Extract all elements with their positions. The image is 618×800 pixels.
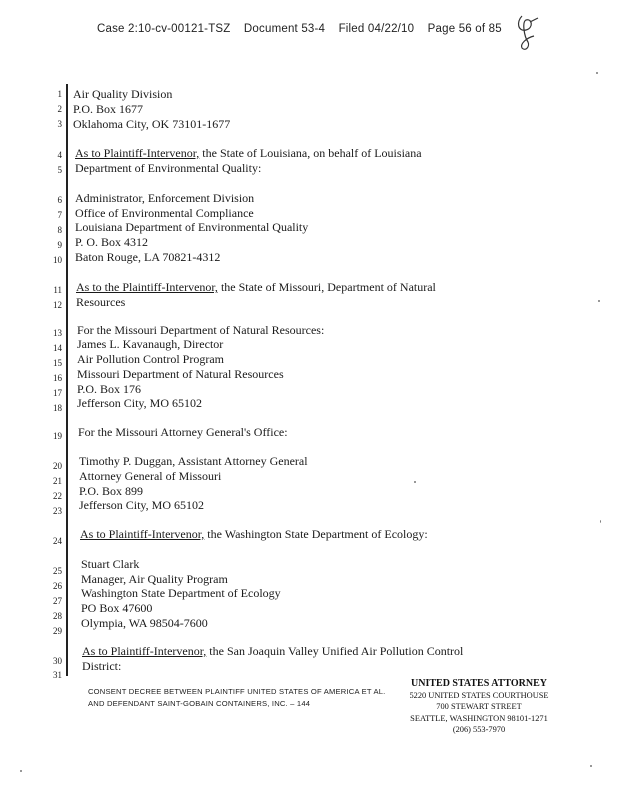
body-line: James L. Kavanaugh, Director xyxy=(77,337,224,351)
body-line: PO Box 47600 xyxy=(81,601,153,615)
left-margin-rule xyxy=(66,84,68,676)
body-line: Baton Rouge, LA 70821-4312 xyxy=(75,250,221,264)
body-line: Manager, Air Quality Program xyxy=(81,572,228,586)
body-line: Administrator, Enforcement Division xyxy=(75,191,255,205)
body-line: Air Pollution Control Program xyxy=(77,352,224,366)
body-line: P.O. Box 1677 xyxy=(73,102,144,116)
initials-signature-icon xyxy=(512,10,544,54)
line-number: 5 xyxy=(57,165,62,175)
line-number: 29 xyxy=(53,626,62,636)
line-number: 15 xyxy=(53,358,62,368)
scan-speck xyxy=(590,765,592,767)
office-address-3: SEATTLE, WASHINGTON 98101-1271 xyxy=(410,713,548,723)
line-number: 24 xyxy=(53,536,62,546)
body-line-text: the San Joaquin Valley Unified Air Pollution Control xyxy=(206,644,464,658)
caption-line-2: AND DEFENDANT SAINT-GOBAIN CONTAINERS, INC. – 144 xyxy=(88,699,311,708)
line-number: 18 xyxy=(53,403,62,413)
line-number: 25 xyxy=(53,566,62,576)
body-line: Stuart Clark xyxy=(81,557,140,571)
scan-speck xyxy=(600,520,601,523)
body-line: For the Missouri Department of Natural Resources: xyxy=(77,323,325,337)
body-line: Washington State Department of Ecology xyxy=(81,586,281,600)
body-line: Attorney General of Missouri xyxy=(79,469,222,483)
line-number: 31 xyxy=(53,670,62,680)
line-number: 12 xyxy=(53,300,62,310)
line-number: 7 xyxy=(57,210,62,220)
intervenor-heading: As to the Plaintiff-Intervenor, xyxy=(76,280,218,294)
body-line xyxy=(80,527,428,541)
body-line xyxy=(76,280,436,294)
body-line: For the Missouri Attorney General's Office: xyxy=(78,425,288,439)
body-line: Olympia, WA 98504-7600 xyxy=(81,616,208,630)
line-number: 20 xyxy=(53,461,62,471)
document-number: Document 53-4 xyxy=(243,23,326,35)
line-number: 14 xyxy=(53,343,62,353)
body-line: Department of Environmental Quality: xyxy=(75,161,262,175)
line-number: 6 xyxy=(57,195,62,205)
line-number: 26 xyxy=(53,581,62,591)
body-line: P.O. Box 899 xyxy=(79,484,144,498)
intervenor-heading: As to Plaintiff-Intervenor, xyxy=(75,146,200,160)
filed-date: Filed 04/22/10 xyxy=(338,23,415,35)
line-number: 21 xyxy=(53,476,62,486)
body-line: Jefferson City, MO 65102 xyxy=(79,498,204,512)
office-address-1: 5220 UNITED STATES COURTHOUSE xyxy=(409,690,549,700)
line-number: 16 xyxy=(53,373,62,383)
scan-speck xyxy=(20,770,22,772)
line-number: 4 xyxy=(57,150,62,160)
case-number: Case 2:10-cv-00121-TSZ xyxy=(97,23,231,35)
line-number: 22 xyxy=(53,491,62,501)
body-line: District: xyxy=(82,659,122,673)
body-line: Missouri Department of Natural Resources xyxy=(77,367,284,381)
body-line: Jefferson City, MO 65102 xyxy=(77,396,202,410)
body-line: Oklahoma City, OK 73101-1677 xyxy=(73,117,231,131)
body-line-text: the State of Missouri, Department of Natural xyxy=(217,280,436,294)
line-number: 23 xyxy=(53,506,62,516)
body-line xyxy=(75,146,422,160)
office-address-2: 700 STEWART STREET xyxy=(436,702,522,711)
line-number: 13 xyxy=(53,328,62,338)
body-line: Timothy P. Duggan, Assistant Attorney General xyxy=(79,454,308,468)
body-line xyxy=(82,644,463,658)
scan-speck xyxy=(596,72,598,74)
line-number: 3 xyxy=(57,119,62,129)
line-number: 1 xyxy=(57,89,62,99)
case-header xyxy=(97,23,512,35)
body-line: Louisiana Department of Environmental Quality xyxy=(75,220,309,234)
attorney-office-block xyxy=(404,678,554,736)
document-caption xyxy=(88,686,385,710)
line-number: 2 xyxy=(57,104,62,114)
line-number: 11 xyxy=(53,285,62,295)
line-number: 10 xyxy=(53,255,62,265)
body-line-text: the State of Louisiana, on behalf of Louisiana xyxy=(199,146,422,160)
body-line: Office of Environmental Compliance xyxy=(75,206,254,220)
body-line: P. O. Box 4312 xyxy=(75,235,149,249)
intervenor-heading: As to Plaintiff-Intervenor, xyxy=(82,644,207,658)
office-name: UNITED STATES ATTORNEY xyxy=(411,678,547,689)
intervenor-heading: As to Plaintiff-Intervenor, xyxy=(80,527,205,541)
caption-line-1: CONSENT DECREE BETWEEN PLAINTIFF UNITED STATES OF AMERICA ET AL. xyxy=(88,687,386,696)
office-phone: (206) 553-7970 xyxy=(452,725,506,734)
line-number: 27 xyxy=(53,596,62,606)
scan-speck xyxy=(598,300,600,302)
line-number: 30 xyxy=(53,656,62,666)
scan-speck xyxy=(414,481,416,483)
line-number: 28 xyxy=(53,611,62,621)
page-number: Page 56 of 85 xyxy=(427,23,502,35)
line-number: 19 xyxy=(53,431,62,441)
body-line: Resources xyxy=(76,295,126,309)
line-number: 9 xyxy=(57,240,62,250)
body-line: P.O. Box 176 xyxy=(77,382,142,396)
body-line: Air Quality Division xyxy=(73,87,173,101)
line-number: 17 xyxy=(53,388,62,398)
body-line-text: the Washington State Department of Ecology: xyxy=(204,527,428,541)
line-number: 8 xyxy=(57,225,62,235)
